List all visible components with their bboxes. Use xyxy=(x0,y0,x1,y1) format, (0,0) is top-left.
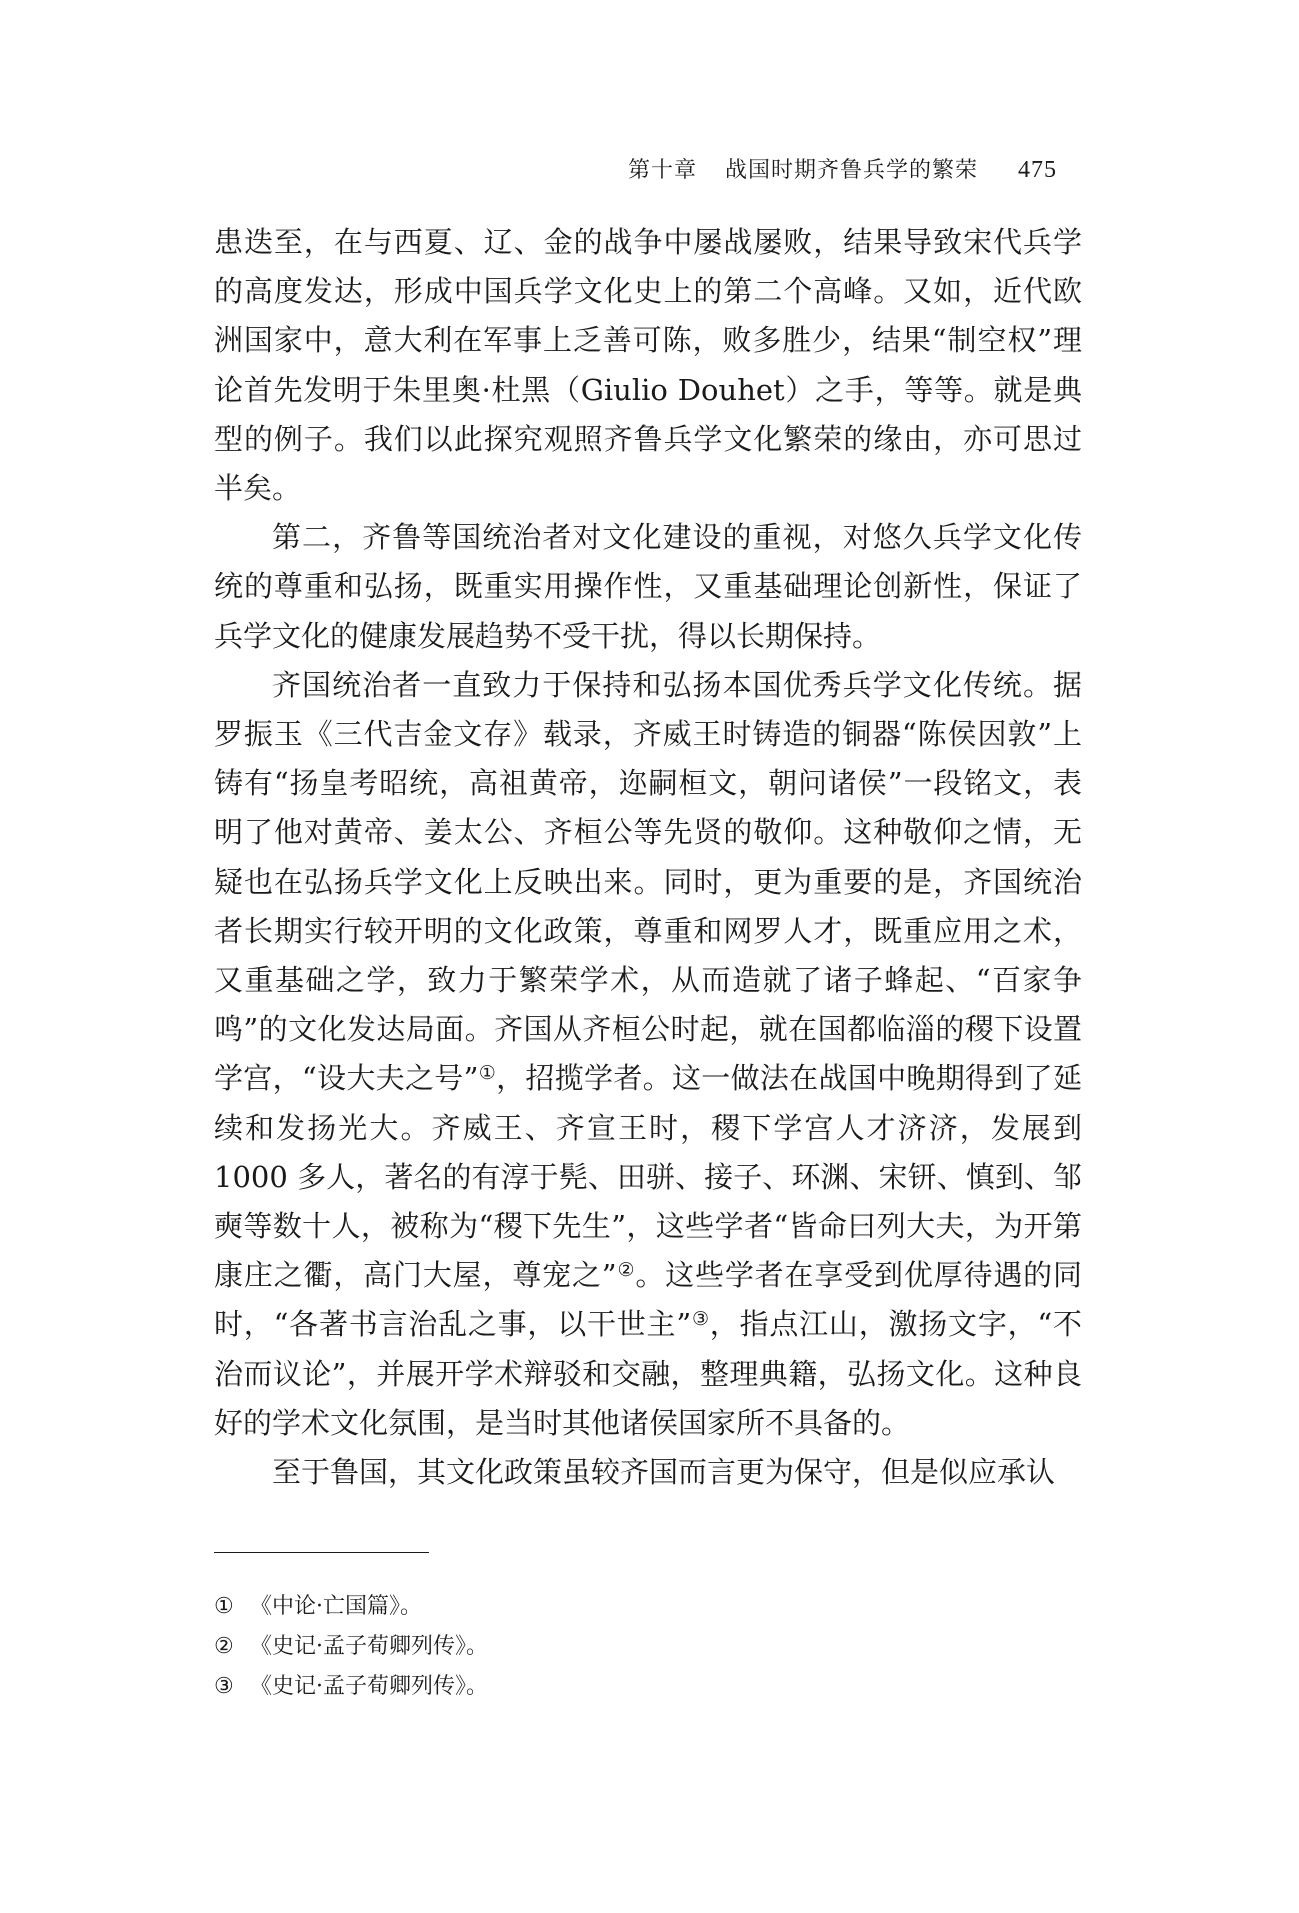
footnote-text: 《史记·孟子荀卿列传》。 xyxy=(250,1634,488,1659)
footnote-ref-3[interactable]: ③ xyxy=(691,1308,710,1331)
page-number: 475 xyxy=(1018,157,1057,183)
footnote-ref-2[interactable]: ② xyxy=(616,1259,636,1282)
footnote-ref-1[interactable]: ① xyxy=(478,1062,497,1085)
footnote-divider xyxy=(214,1552,429,1553)
paragraph-3-part-c: 。这些学者在享受到优厚待遇的同时，“各著书言治乱之事，以干世主” xyxy=(214,1258,1082,1342)
paragraph-3-part-a: 齐国统治者一直致力于保持和弘扬本国优秀兵学文化传统。据罗振玉《三代吉金文存》载录，齐威王时铸造的铜器“陈侯因敦”上铸有“扬皇考昭统，高祖黄帝，迩嗣桓文，朝问诸侯”一段铭文，表明了他对黄帝、姜太公、齐桓公等先贤的敬仰。这种敬仰之情，无疑也在弘扬兵学文化上反映出来。同时，更为重要的是，齐国统治者长期实行较开明的文化政策，尊重和网罗人才，既重应用之术，又重基础之学，致力于繁荣学术，从而造就了诸子蜂起、“百家争鸣”的文化发达局面。齐国从齐桓公时起，就在国都临淄的稷下设置学宫，“设大夫之号” xyxy=(214,667,1082,1096)
footnote-text: 《中论·亡国篇》。 xyxy=(250,1594,422,1619)
running-header xyxy=(628,153,1057,184)
paragraph-4: 至于鲁国，其文化政策虽较齐国而言更为保守，但是似应承认 xyxy=(272,1455,1056,1490)
footnote-mark: ② xyxy=(214,1634,234,1659)
footnote-mark: ③ xyxy=(214,1674,234,1699)
paragraph-1: 患迭至，在与西夏、辽、金的战争中屡战屡败，结果导致宋代兵学的高度发达，形成中国兵学文化史上的第二个高峰。又如，近代欧洲国家中，意大利在军事上乏善可陈，败多胜少，结果“制空权”理论首先发明于朱里奥·杜黑（Giulio Douhet）之手，等等。就是典型的例子。我们以此探究观照齐鲁兵学文化繁荣的缘由，亦可思过半矣。 xyxy=(214,225,1082,506)
main-text xyxy=(214,218,1082,1497)
footnotes xyxy=(214,1587,488,1707)
footnote-mark: ① xyxy=(214,1594,234,1619)
footnote-2 xyxy=(214,1627,488,1667)
footnote-text: 《史记·孟子荀卿列传》。 xyxy=(250,1674,488,1699)
footnote-3 xyxy=(214,1667,488,1707)
paragraph-3-part-b: ，招揽学者。这一做法在战国中晚期得到了延续和发扬光大。齐威王、齐宣王时，稷下学宫人才济济，发展到 1000 多人，著名的有淳于髡、田骈、接子、环渊、宋钘、慎到、邹奭等数十人，被称为“稷下先生”，这些学者“皆命曰列大夫，为开第康庄之衢，高门大屋，尊宠之” xyxy=(214,1061,1082,1293)
footnote-1 xyxy=(214,1587,488,1627)
paragraph-3-part-d: ，指点江山，激扬文字，“不治而议论”，并展开学术辩驳和交融，整理典籍，弘扬文化。这种良好的学术文化氛围，是当时其他诸侯国家所不具备的。 xyxy=(214,1307,1082,1440)
paragraph-2: 第二，齐鲁等国统治者对文化建设的重视，对悠久兵学文化传统的尊重和弘扬，既重实用操作性，又重基础理论创新性，保证了兵学文化的健康发展趋势不受干扰，得以长期保持。 xyxy=(214,520,1082,653)
chapter-label: 第十章 xyxy=(627,158,697,183)
paragraph-3 xyxy=(214,661,1082,1448)
chapter-title: 战国时期齐鲁兵学的繁荣 xyxy=(724,158,978,183)
